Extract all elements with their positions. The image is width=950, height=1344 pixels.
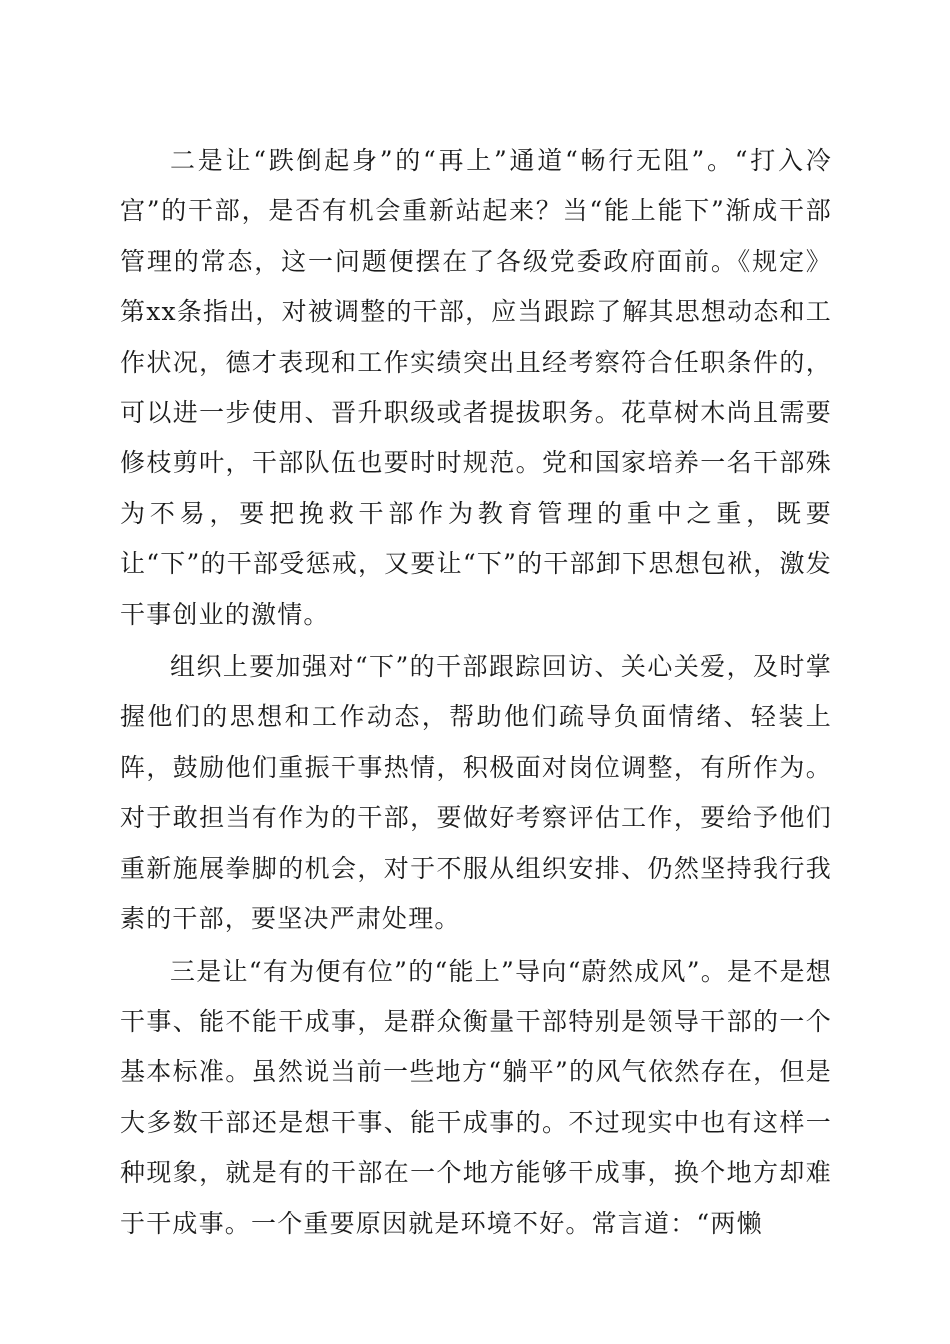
paragraph-2: 组织上要加强对“下”的干部跟踪回访、关心关爱，及时掌握他们的思想和工作动态，帮助他们疏导负面情绪、轻装上阵，鼓励他们重振干事热情，积极面对岗位调整，有所作为。对于敢担当有作为的干部，要做好考察评估工作，要给予他们重新施展拳脚的机会，对于不服从组织安排、仍然坚持我行我素的干部，要坚决严肃处理。 bbox=[120, 652, 832, 934]
document-body bbox=[120, 136, 832, 1249]
paragraph-3: 三是让“有为便有位”的“能上”导向“蔚然成风”。是不是想干事、能不能干成事，是群众衡量干部特别是领导干部的一个基本标准。虽然说当前一些地方“躺平”的风气依然存在，但是大多数干部还是想干事、能干成事的。不过现实中也有这样一种现象，就是有的干部在一个地方能够干成事，换个地方却难于干成事。一个重要原因就是环境不好。常言道：“两懒 bbox=[120, 956, 832, 1238]
paragraph-1: 二是让“跌倒起身”的“再上”通道“畅行无阻”。“打入冷宫”的干部，是否有机会重新站起来？当“能上能下”渐成干部管理的常态，这一问题便摆在了各级党委政府面前。《规定》第xx条指出，对被调整的干部，应当跟踪了解其思想动态和工作状况，德才表现和工作实绩突出且经考察符合任职条件的，可以进一步使用、晋升职级或者提拔职务。花草树木尚且需要修枝剪叶，干部队伍也要时时规范。党和国家培养一名干部殊为不易，要把挽救干部作为教育管理的重中之重，既要让“下”的干部受惩戒，又要让“下”的干部卸下思想包袱，激发干事创业的激情。 bbox=[120, 146, 832, 629]
